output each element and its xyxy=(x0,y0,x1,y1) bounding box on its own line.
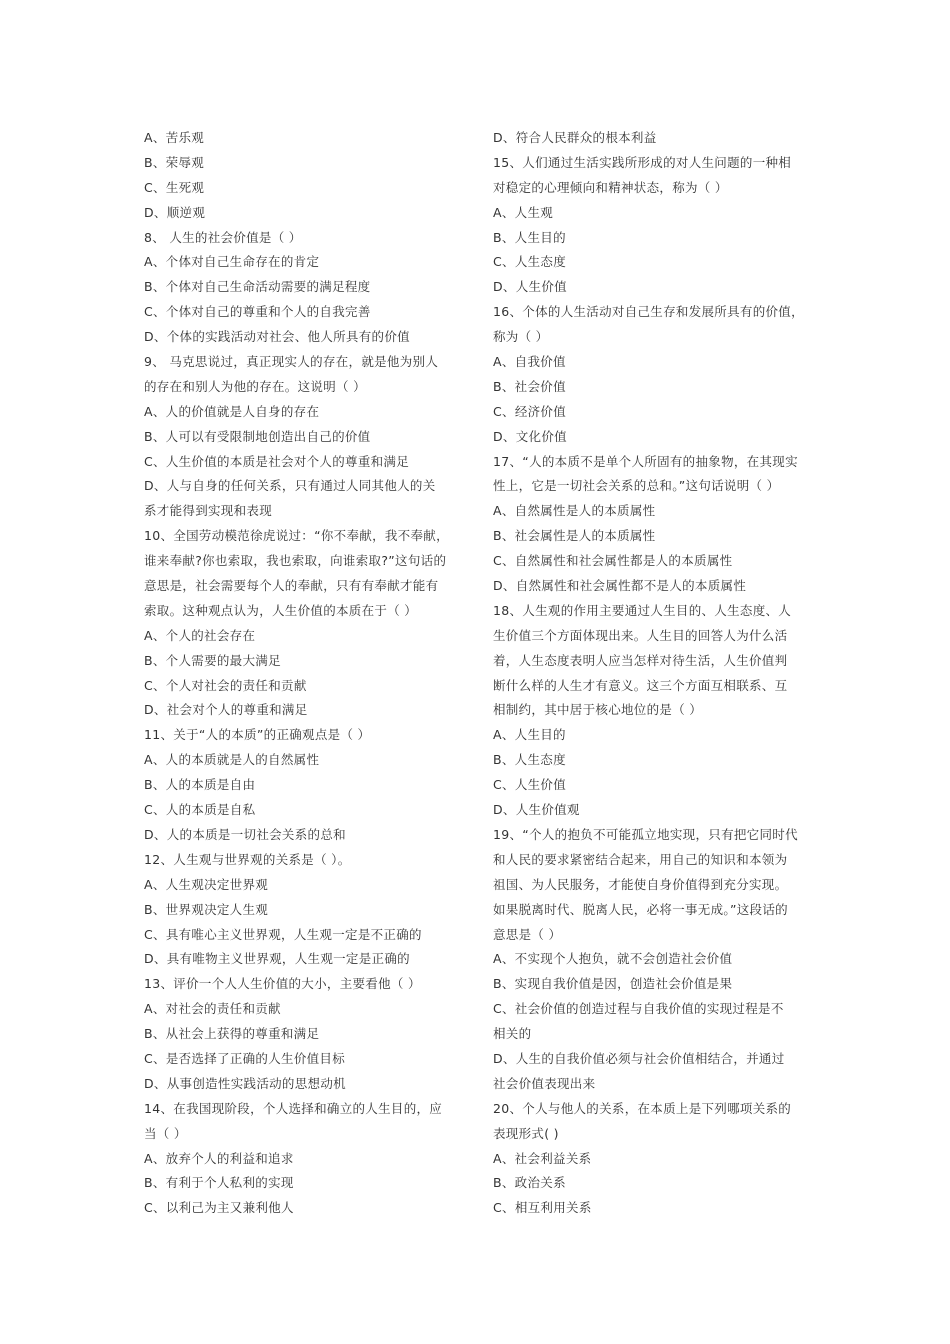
text-line: D、具有唯物主义世界观，人生观一定是正确的 xyxy=(144,951,410,967)
text-line: 系才能得到实现和表现 xyxy=(144,503,273,519)
right-column xyxy=(493,126,813,1221)
text-line: C、具有唯心主义世界观，人生观一定是不正确的 xyxy=(144,926,422,942)
text-line: D、顺逆观 xyxy=(144,204,206,220)
text-line: B、个体对自己生命活动需要的满足程度 xyxy=(144,279,371,295)
text-line: B、实现自我价值是因，创造社会价值是果 xyxy=(493,976,733,992)
text-line: D、人与自身的任何关系，只有通过人同其他人的关 xyxy=(144,478,436,494)
text-line: 12、人生观与世界观的关系是（ ）。 xyxy=(144,851,351,867)
text-line: B、荣辱观 xyxy=(144,154,205,170)
text-line: A、苦乐观 xyxy=(144,130,205,145)
text-line: 20、个人与他人的关系，在本质上是下列哪项关系的 xyxy=(493,1100,792,1116)
text-line: A、人的价值就是人自身的存在 xyxy=(144,403,320,419)
text-line: 祖国、为人民服务，才能使自身价值得到充分实现。 xyxy=(493,876,788,892)
text-line: C、生死观 xyxy=(144,179,205,195)
text-line: 相制约，其中居于核心地位的是（ ） xyxy=(493,702,703,718)
text-line: C、是否选择了正确的人生价值目标 xyxy=(144,1050,346,1066)
text-line: D、文化价值 xyxy=(493,428,567,444)
text-line: 对稳定的心理倾向和精神状态，称为（ ） xyxy=(493,179,728,195)
text-line: C、个人对社会的责任和贡献 xyxy=(144,677,307,693)
text-line: 9、 马克思说过，真正现实人的存在，就是他为别人 xyxy=(144,354,439,370)
text-line: C、相互利用关系 xyxy=(493,1200,592,1216)
text-line: D、符合人民群众的根本利益 xyxy=(493,130,657,145)
text-line: 社会价值表现出来 xyxy=(493,1075,596,1091)
text-line: A、对社会的责任和贡献 xyxy=(144,1001,281,1017)
text-line: D、社会对个人的尊重和满足 xyxy=(144,702,308,718)
text-line: B、社会价值 xyxy=(493,378,566,394)
text-line: D、人生价值观 xyxy=(493,802,580,818)
text-line: 和人民的要求紧密结合起来，用自己的知识和本领为 xyxy=(493,851,788,867)
text-line: D、从事创造性实践活动的思想动机 xyxy=(144,1075,346,1091)
text-line: A、个人的社会存在 xyxy=(144,627,256,643)
text-line: C、人生价值的本质是社会对个人的尊重和满足 xyxy=(144,453,410,469)
left-column xyxy=(144,126,464,1221)
text-line: C、经济价值 xyxy=(493,403,567,419)
text-line: 18、人生观的作用主要通过人生目的、人生态度、人 xyxy=(493,602,792,618)
text-line: 10、全国劳动模范徐虎说过：“你不奉献，我不奉献， xyxy=(144,528,449,544)
text-line: 13、评价一个人人生价值的大小，主要看他（ ） xyxy=(144,976,421,992)
text-line: C、社会价值的创造过程与自我价值的实现过程是不 xyxy=(493,1001,784,1017)
text-line: A、人的本质就是人的自然属性 xyxy=(144,752,320,768)
text-line: C、个体对自己的尊重和个人的自我完善 xyxy=(144,304,371,320)
text-line: A、人生观决定世界观 xyxy=(144,876,269,892)
text-line: 19、“个人的抱负不可能孤立地实现，只有把它同时代 xyxy=(493,826,798,842)
text-line: 着，人生态度表明人应当怎样对待生活，人生价值判 xyxy=(493,652,788,668)
text-line: B、世界观决定人生观 xyxy=(144,901,269,917)
text-line: A、不实现个人抱负，就不会创造社会价值 xyxy=(493,951,733,967)
text-line: 如果脱离时代、脱离人民，必将一事无成。”这段话的 xyxy=(493,901,788,917)
text-line: D、人生价值 xyxy=(493,279,567,295)
text-line: C、以利己为主又兼利他人 xyxy=(144,1200,294,1216)
text-line: 15、人们通过生活实践所形成的对人生问题的一种相 xyxy=(493,154,792,170)
text-line: 索取。这种观点认为，人生价值的本质在于（ ） xyxy=(144,602,418,618)
text-line: B、政治关系 xyxy=(493,1175,566,1191)
text-line: 相关的 xyxy=(493,1026,532,1042)
text-line: 17、“人的本质不是单个人所固有的抽象物，在其现实 xyxy=(493,453,798,469)
text-line: B、社会属性是人的本质属性 xyxy=(493,528,656,544)
text-line: B、人的本质是自由 xyxy=(144,777,256,793)
text-line: 16、个体的人生活动对自己生存和发展所具有的价值， xyxy=(493,304,804,320)
text-line: 14、在我国现阶段，个人选择和确立的人生目的，应 xyxy=(144,1100,443,1116)
text-line: B、人生目的 xyxy=(493,229,566,245)
text-line: C、人生价值 xyxy=(493,777,567,793)
text-line: D、人的本质是一切社会关系的总和 xyxy=(144,826,346,842)
text-line: 8、 人生的社会价值是（ ） xyxy=(144,229,302,245)
text-line: 当（ ） xyxy=(144,1125,187,1141)
text-line: 谁来奉献?你也索取，我也索取，向谁索取?”这句话的 xyxy=(144,553,447,569)
text-line: B、人可以有受限制地创造出自己的价值 xyxy=(144,428,371,444)
text-line: C、人生态度 xyxy=(493,254,567,270)
text-line: 11、关于“人的本质”的正确观点是（ ） xyxy=(144,727,371,743)
text-line: B、从社会上获得的尊重和满足 xyxy=(144,1026,320,1042)
text-line: A、人生观 xyxy=(493,204,554,220)
text-line: B、有利于个人私利的实现 xyxy=(144,1175,294,1191)
text-line: A、个体对自己生命存在的肯定 xyxy=(144,254,320,270)
text-line: A、社会利益关系 xyxy=(493,1150,592,1166)
text-line: 生价值三个方面体现出来。人生目的回答人为什么活 xyxy=(493,627,788,643)
text-line: B、人生态度 xyxy=(493,752,566,768)
text-line: 意思是（ ） xyxy=(493,926,562,942)
text-line: 性上，它是一切社会关系的总和。”这句话说明（ ） xyxy=(493,478,780,494)
text-line: A、放弃个人的利益和追求 xyxy=(144,1150,294,1166)
text-line: B、个人需要的最大满足 xyxy=(144,652,281,668)
text-line: 断什么样的人生才有意义。这三个方面互相联系、互 xyxy=(493,677,788,693)
text-line: A、自然属性是人的本质属性 xyxy=(493,503,656,519)
text-line: D、自然属性和社会属性都不是人的本质属性 xyxy=(493,578,747,594)
text-line: D、人生的自我价值必须与社会价值相结合，并通过 xyxy=(493,1050,785,1066)
text-line: C、自然属性和社会属性都是人的本质属性 xyxy=(493,553,733,569)
text-line: 称为（ ） xyxy=(493,329,549,345)
text-line: D、个体的实践活动对社会、他人所具有的价值 xyxy=(144,329,410,345)
text-line: A、自我价值 xyxy=(493,354,566,370)
text-line: C、人的本质是自私 xyxy=(144,802,256,818)
text-line: A、人生目的 xyxy=(493,727,566,743)
text-line: 意思是，社会需要每个人的奉献，只有有奉献才能有 xyxy=(144,578,439,594)
text-line: 的存在和别人为他的存在。这说明（ ） xyxy=(144,378,366,394)
text-line: 表现形式( ) xyxy=(493,1125,559,1141)
